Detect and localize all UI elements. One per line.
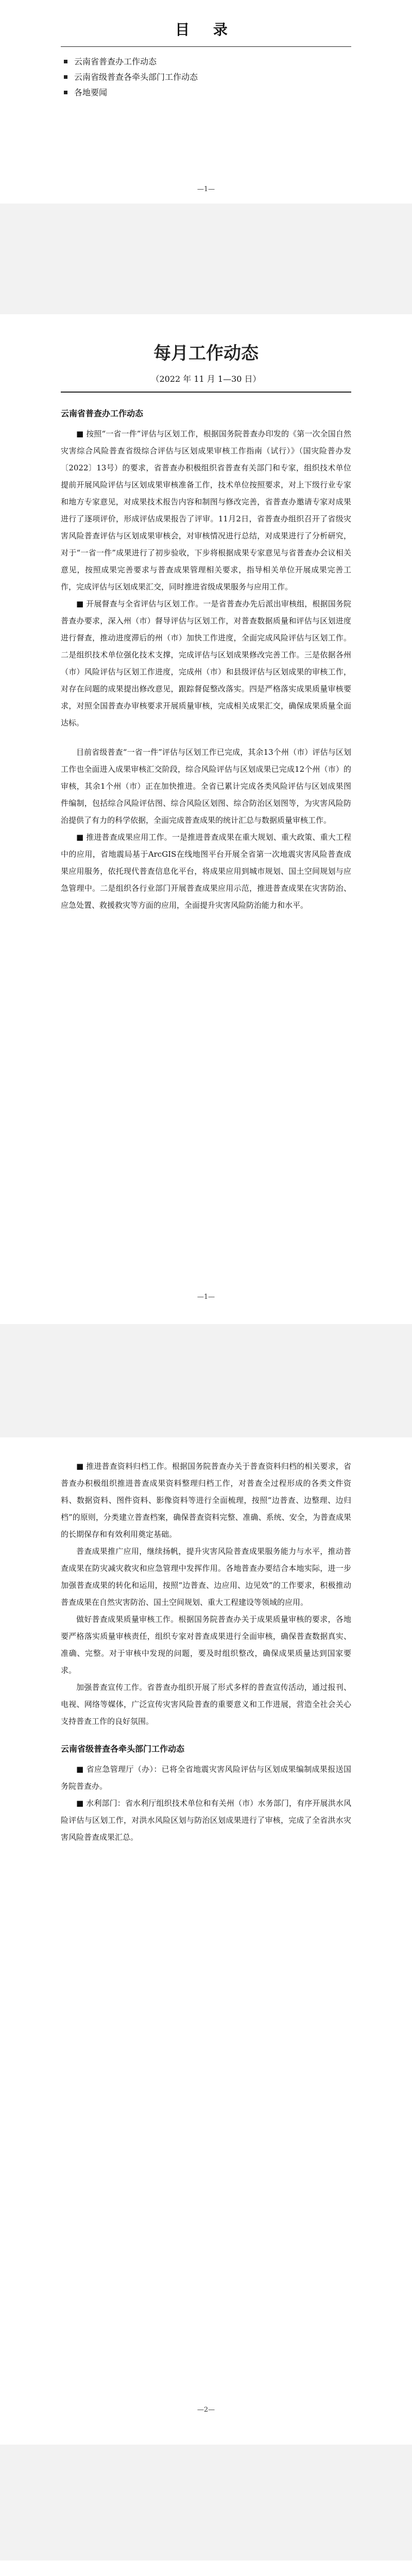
paragraph: 做好普查成果质量审核工作。根据国务院普查办关于成果质量审核的要求，各地要严格落实质量审核责任，组织专家对普查成果进行全面审核，确保普查数据真实、准确、完整。对于审核中发现的问题，要及时组织整改，确保成果质量达到国家要求。 — [61, 1615, 351, 1675]
bulletin-page-3 — [0, 2561, 412, 2576]
paragraph: ■ 推进普查资料归档工作。根据国务院普查办关于普查资料归档的相关要求，省普查办积极组织推进普查成果资料整理归档工作，对普查全过程形成的各类文件资料、数据资料、图件资料、影像资料等进行全面梳理，按照“边普查、边整理、边归档”的原则，分类建立普查档案，确保普查资料完整、准确、系统、安全，为普查成果的长期保存和有效利用奠定基础。 — [61, 1462, 351, 1539]
section-heading: 云南省普查办工作动态 — [61, 409, 144, 418]
toc-item[interactable]: 云南省级普查各牵头部门工作动态 — [61, 70, 351, 85]
page-number: —2— — [197, 2406, 215, 2414]
paragraph: ■ 按照“一省一件”评估与区划工作，根据国务院普查办印发的《第一次全国自然灾害综合风险普查省级综合评估与区划成果审核工作指南（试行）》（国灾险普办发〔2022〕13号）的要求，省普查办积极组织省普查有关部门和专家，组织技术单位提前开展风险评估与区划成果审核准备工作，技术单位按照要求，对上下级行业专家和地方专家意见，对成果技术报告内容和制图与修改完善，省普查办邀请专家对成果进行了逐项评价，形成评估成果报告了评审。11月2日，省普查办组织召开了省级灾害风险普查评估与区划成果审核会，对审核情况进行总结，对成果进行了分析研究，对于“一省一件”成果进行了初步验收，下步将根据成果专家意见与省普查办会议相关意见，按照成果完善要求与普查成果管理相关要求，指导相关单位开展成果完善工作，完成评估与区划成果汇交，同时推进省级成果服务与应用工作。 — [61, 429, 351, 591]
page-number: —1— — [197, 185, 215, 193]
bulletin-content — [61, 393, 351, 914]
bulletin-title: 每月工作动态 — [153, 343, 259, 364]
paragraph: ■ 推进普查成果应用工作。一是推进普查成果在重大规划、重大政策、重大工程中的应用，省地震局基于ArcGIS在线地图平台开展全省第一次地震灾害风险普查成果应用服务，依托现代普查信息化平台，将成果应用到城市规划、国土空间规划与应急管理中。二是组织各行业部门开展普查成果应用示范，推进普查成果在灾害防治、应急处置、救援救灾等方面的应用，全面提升灾害风险防治能力和水平。 — [61, 833, 351, 910]
page-number: —1— — [197, 1293, 215, 1301]
toc-list — [61, 54, 351, 100]
toc-item[interactable]: 云南省普查办工作动态 — [61, 54, 351, 70]
toc-divider — [61, 46, 351, 47]
toc-item[interactable]: 各地要闻 — [61, 85, 351, 100]
section-heading: 云南省级普查各牵头部门工作动态 — [61, 1744, 185, 1754]
toc-page — [0, 0, 412, 204]
paragraph: ■ 水利部门：省水利厅组织技术单位和有关州（市）水务部门，有序开展洪水风险评估与区划工作，对洪水风险区划与防治区划成果进行了审核，完成了全省洪水灾害风险普查成果汇总。 — [61, 1799, 351, 1842]
toc-title: 目 录 — [175, 21, 237, 38]
bulletin-date: （2022 年 11 月 1—30 日） — [151, 374, 261, 384]
paragraph: 目前省级普查“一省一件”评估与区划工作已完成，其余13个州（市）评估与区划工作也全面进入成果审核汇交阶段，综合风险评估与区划成果已完成12个州（市）的审核，其余1个州（市）正在加快推进。全省已累计完成各类风险评估与区划成果图件编制，包括综合风险评估图、综合风险区划图、综合防治区划图等，为灾害风险防治提供了有力的科学依据，全面完成普查成果的统计汇总与数据质量审核工作。 — [61, 748, 351, 825]
paragraph: ■ 开展督查与全省评估与区划工作。一是省普查办先后派出审核组，根据国务院普查办要求，深入州（市）督导评估与区划工作，对普查数据质量和评估与区划进度进行督查，推动进度滞后的州（市）加快工作进度，全面完成风险评估与区划工作。二是组织技术单位强化技术支撑，完成评估与区划成果修改完善工作。三是依据各州（市）风险评估与区划工作进度，完成州（市）和县级评估与区划成果的审核工作，对存在问题的成果提出修改意见，跟踪督促整改落实。四是严格落实成果质量审核要求，对照全国普查办审核要求开展质量审核，完成相关成果汇交，确保成果质量全面达标。 — [61, 599, 351, 727]
bulletin-content — [61, 1437, 351, 1846]
bulletin-page-2 — [0, 1437, 412, 2445]
bulletin-content — [61, 2561, 351, 2576]
paragraph: 普查成果推广应用，继续扬帆，提升灾害风险普查成果服务能力与水平，推动普查成果在防灾减灾救灾和应急管理中发挥作用。各地普查办要结合本地实际，进一步加强普查成果的转化和运用，按照“边普查、边应用、边见效”的工作要求，积极推动普查成果在自然灾害防治、国土空间规划、重大工程建设等领域的应用。 — [61, 1547, 351, 1607]
paragraph: 加强普查宣传工作。省普查办组织开展了形式多样的普查宣传活动，通过报刊、电视、网络等媒体，广泛宣传灾害风险普查的重要意义和工作进展，营造全社会关心支持普查工作的良好氛围。 — [61, 1683, 351, 1726]
bulletin-page-1 — [0, 314, 412, 1324]
paragraph: ■ 省应急管理厅（办）：已将全省地震灾害风险评估与区划成果编制成果报送国务院普查办。 — [61, 1765, 351, 1791]
